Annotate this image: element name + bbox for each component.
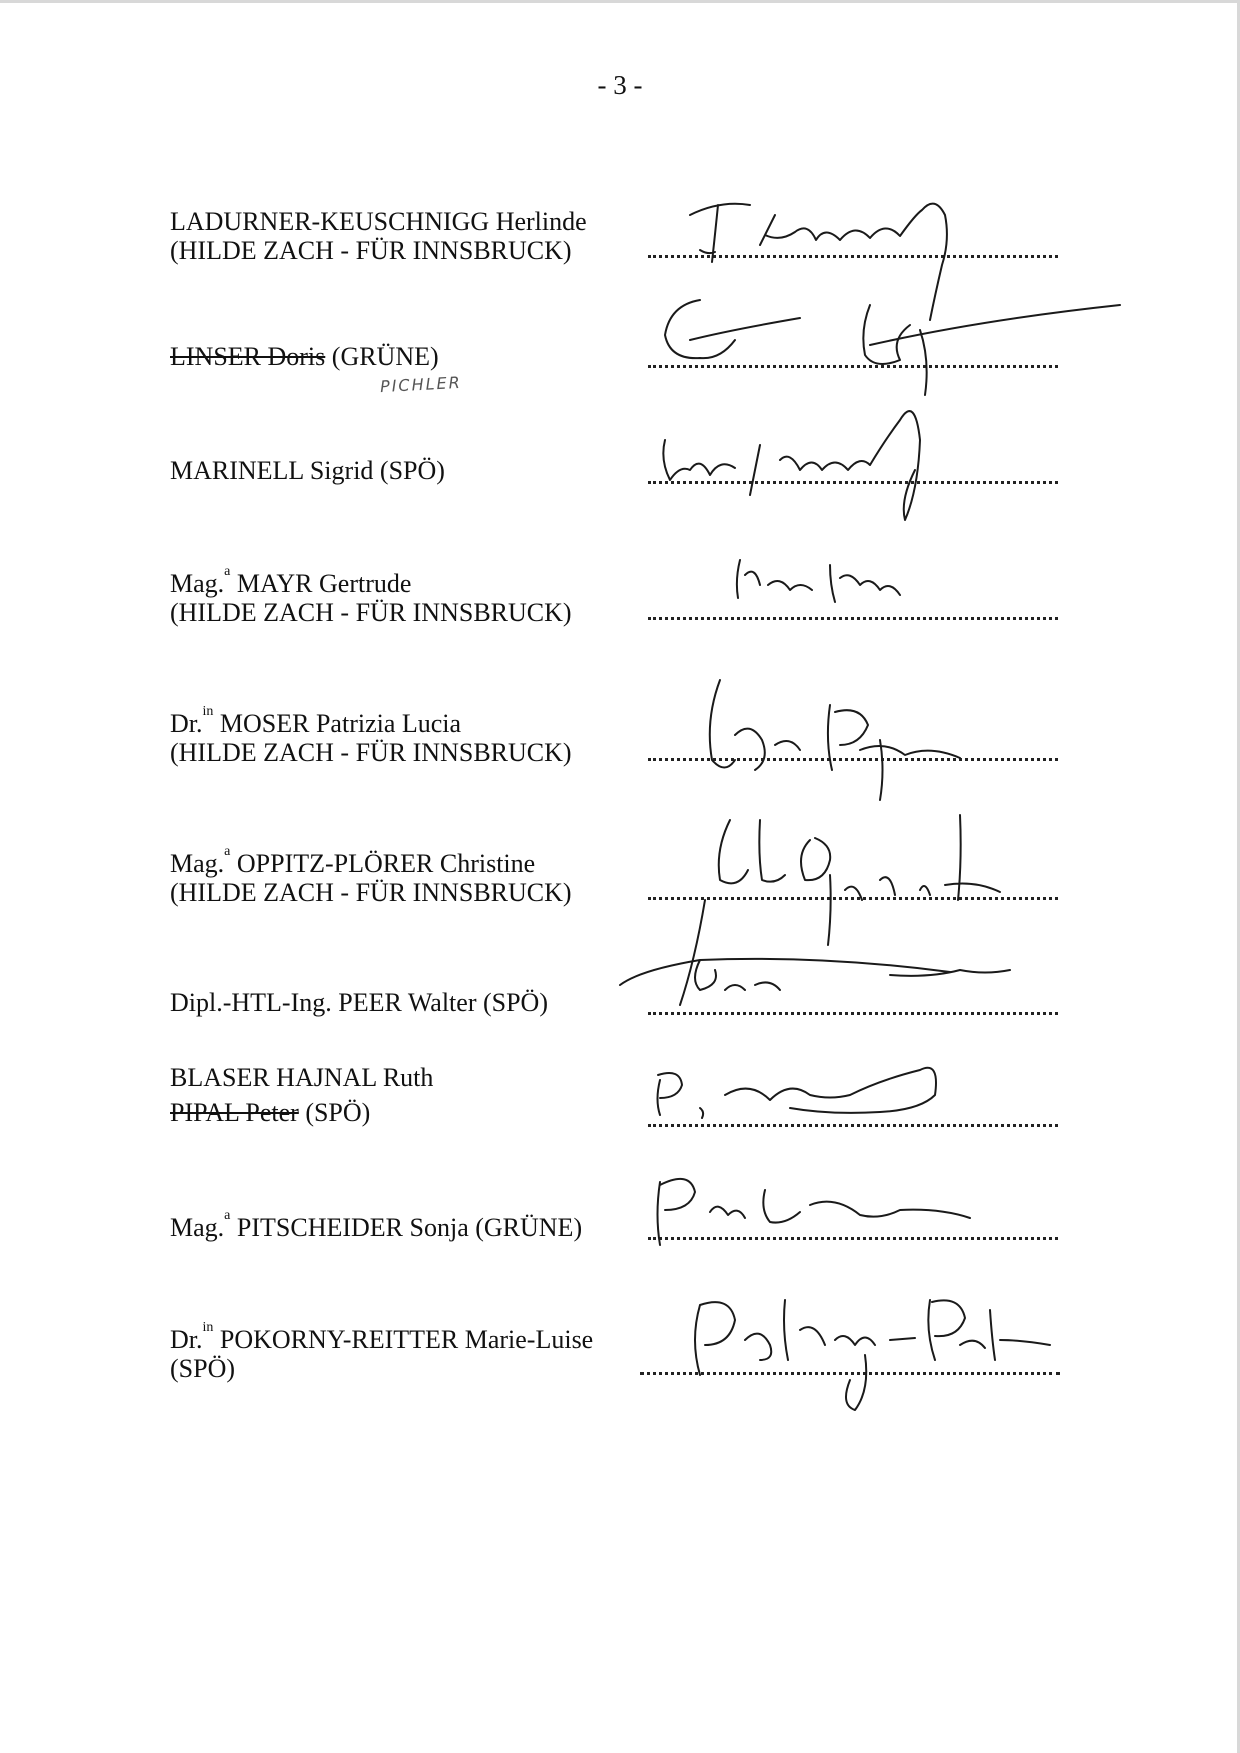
signature-line [648,1124,1058,1127]
signature-line [640,1372,1060,1375]
title-prefix: Dr. [170,1325,203,1354]
signature-line [648,481,1058,484]
signature-line [648,1237,1058,1240]
signature-line [648,758,1058,761]
page-number: - 3 - [597,70,643,100]
signature-line [648,365,1058,368]
signatory-party: (HILDE ZACH - FÜR INNSBRUCK) [170,878,572,907]
handwritten-correction: PICHLER [379,372,463,397]
scan-edge-top [0,0,1240,3]
signatory-name: MOSER Patrizia Lucia [219,709,462,738]
signatory-name: BLASER HAJNAL Ruth [170,1063,434,1092]
signatory-name: LADURNER-KEUSCHNIGG Herlinde [170,207,587,236]
signatory-name: MAYR Gertrude [236,569,412,598]
signature-line [648,897,1058,900]
title-prefix: Mag. [170,1213,225,1242]
signatory-party: (HILDE ZACH - FÜR INNSBRUCK) [170,598,572,627]
title-suffix: a [224,844,231,859]
signatory-party: (HILDE ZACH - FÜR INNSBRUCK) [170,738,572,767]
signatory-name: PITSCHEIDER Sonja (GRÜNE) [236,1213,583,1242]
signature-line [648,617,1058,620]
signatory-name: MARINELL Sigrid (SPÖ) [170,456,445,485]
struck-name: PIPAL Peter [170,1098,299,1127]
signatory-name: Dipl.-HTL-Ing. PEER Walter (SPÖ) [170,988,548,1017]
struck-name: LINSER Doris [170,342,326,371]
title-prefix: Dr. [170,709,203,738]
signature-line [648,255,1058,258]
title-prefix: Mag. [170,849,225,878]
signatory-party: (SPÖ) [170,1354,236,1383]
title-prefix: Mag. [170,569,225,598]
signatory-name: OPPITZ-PLÖRER Christine [236,849,536,878]
title-suffix: in [202,704,214,719]
title-suffix: a [224,1208,231,1223]
title-suffix: in [202,1320,214,1335]
signatory-party: (HILDE ZACH - FÜR INNSBRUCK) [170,236,572,265]
signatory-entry [170,1063,1070,1127]
signatory-name: POKORNY-REITTER Marie-Luise [219,1325,594,1354]
signatory-party: (GRÜNE) [331,342,439,371]
title-suffix: a [224,564,231,579]
signature-line [648,1012,1058,1015]
signatory-party: (SPÖ) [305,1098,371,1127]
